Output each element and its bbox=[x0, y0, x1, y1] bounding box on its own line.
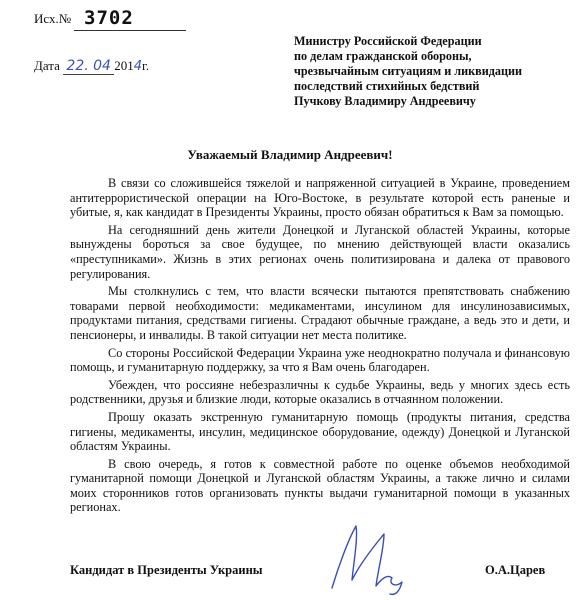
body-paragraph: Убежден, что россияне небезразличны к судьбе Украины, ведь у многих здесь есть родственники, друзья и близкие люди, которые оказались в отчаянном положении. bbox=[70, 377, 570, 407]
handwritten-signature bbox=[318, 518, 428, 598]
handwritten-year-digit: 4 bbox=[133, 59, 142, 74]
addressee-line: чрезвычайным ситуациям и ликвидации bbox=[294, 64, 523, 78]
date-label: Дата bbox=[34, 58, 60, 73]
salutation: Уважаемый Владимир Андреевич! bbox=[187, 147, 393, 162]
date-blank bbox=[63, 58, 114, 75]
body-paragraph: На сегодняшний день жители Донецкой и Луганской областей Украины, которые вынуждены бороться за свое будущее, по мнению действующей власти оказались «преступниками». Жизнь в этих регионах очень политизирована и далека от правового регулирования. bbox=[70, 222, 570, 281]
body-paragraph: В свою очередь, я готов к совместной работе по оценке объемов необходимой гуманитарной помощи Донецкой и Луганской областям Украины, а также лично и силами моих сторонников готов организовать пункты выдачи гуманитарной помощи в указанных регионах. bbox=[70, 456, 570, 515]
outgoing-number-underline bbox=[74, 30, 186, 31]
date-field bbox=[34, 58, 149, 75]
signer-name: О.А.Царев bbox=[485, 563, 546, 577]
addressee-line: последствий стихийных бедствий bbox=[294, 79, 480, 93]
letter-body bbox=[70, 176, 570, 518]
signer-position: Кандидат в Президенты Украины bbox=[70, 563, 263, 577]
addressee-line: Министру Российской Федерации bbox=[294, 34, 482, 48]
addressee-line: Пучкову Владимиру Андреевичу bbox=[294, 94, 476, 108]
year-suffix: г. bbox=[141, 58, 150, 73]
outgoing-number-label: Исх.№ bbox=[34, 11, 72, 26]
body-paragraph: Со стороны Российской Федерации Украина уже неоднократно получала и финансовую помощь, и гуманитарную поддержку, за что я Вам очень благодарен. bbox=[70, 345, 570, 375]
handwritten-date: 22. 04 bbox=[66, 58, 111, 74]
addressee-line: по делам гражданской обороны, bbox=[294, 49, 472, 63]
year-prefix: 201 bbox=[114, 58, 134, 73]
outgoing-number-stamp: 3702 bbox=[84, 7, 134, 29]
body-paragraph: Мы столкнулись с тем, что власти всячески пытаются препятствовать снабжению товарами первой необходимости: медикаментами, инсулином для инсулинозависимых, продуктами питания, средствами гигиены. Страдают обычные граждане, а ведь это и дети, и пенсионеры, и инвалиды. В такой ситуации нет места политике. bbox=[70, 284, 570, 342]
addressee-block bbox=[294, 34, 574, 109]
body-paragraph: В связи со сложившейся тяжелой и напряженной ситуацией в Украине, проведением антитеррористической операции на Юго-Востоке, в результате которой есть раненые и убитые, я, как кандидат в Президенты Украины, просто обязан обратиться к Вам за помощью. bbox=[70, 176, 570, 220]
body-paragraph: Прошу оказать экстренную гуманитарную помощь (продукты питания, средства гигиены, медикаменты, инсулин, медицинское оборудование, одежду) Донецкой и Луганской областям Украины. bbox=[70, 409, 570, 454]
